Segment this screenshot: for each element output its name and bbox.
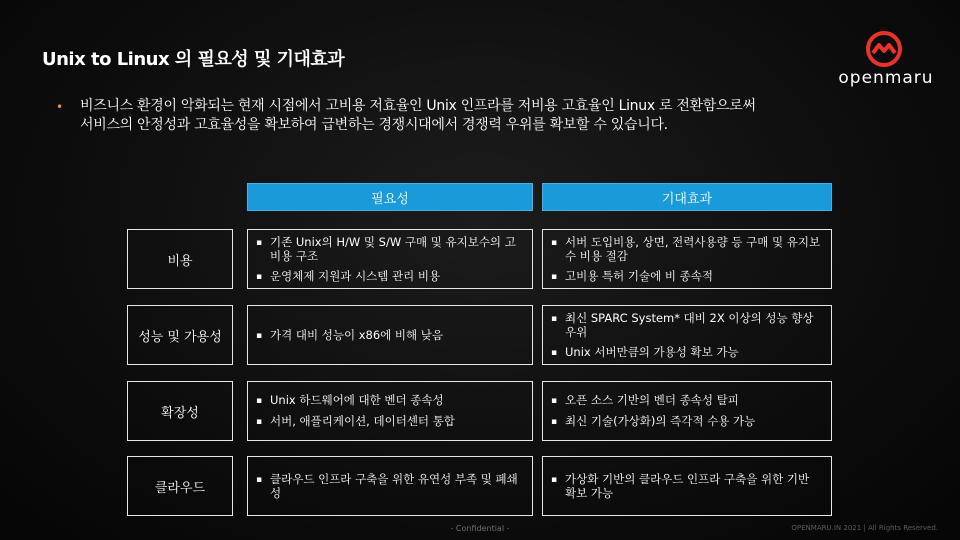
cell-performance-effect bbox=[542, 305, 832, 365]
intro-line-1: 비즈니스 환경이 악화되는 현재 시점에서 고비용 저효율인 Unix 인프라를 저비용 고효율인 Linux 로 전환함으로써 bbox=[80, 98, 756, 114]
row-label-performance: 성능 및 가용성 bbox=[127, 305, 233, 365]
row-label-cost: 비용 bbox=[127, 229, 233, 289]
cell-scalability-need bbox=[247, 381, 533, 441]
row-label-cloud: 클라우드 bbox=[127, 456, 233, 516]
list-item: ▪ 고비용 특허 기술에 비 종속적 bbox=[551, 268, 713, 283]
cell-cost-need bbox=[247, 229, 533, 289]
list-item: ▪ 최신 기술(가상화)의 즉각적 수용 가능 bbox=[551, 414, 756, 428]
list-item: ▪ 서버, 애플리케이션, 데이터센터 통합 bbox=[256, 414, 455, 428]
openmaru-logo-icon bbox=[864, 30, 904, 68]
cell-cloud-effect bbox=[542, 456, 832, 516]
header-effect: 기대효과 bbox=[542, 183, 832, 211]
list-item: ▪ 가격 대비 성능이 x86에 비해 낮음 bbox=[256, 327, 444, 342]
openmaru-logo bbox=[836, 26, 936, 92]
intro-text bbox=[80, 97, 916, 135]
page-title: Unix to Linux 의 필요성 및 기대효과 bbox=[42, 49, 345, 70]
list-item: ▪ 최신 SPARC System* 대비 2X 이상의 성능 향상 우위 bbox=[551, 310, 814, 339]
list-item: ▪ 운영체제 지원과 시스템 관리 비용 bbox=[256, 268, 441, 283]
header-need: 필요성 bbox=[247, 183, 533, 211]
list-item: ▪ 기존 Unix의 H/W 및 S/W 구매 및 유지보수의 고비용 구조 bbox=[256, 234, 516, 263]
list-item: ▪ Unix 하드웨어에 대한 벤더 종속성 bbox=[256, 393, 444, 407]
cell-cloud-need bbox=[247, 456, 533, 516]
list-item: ▪ Unix 서버만큼의 가용성 확보 가능 bbox=[551, 344, 739, 359]
list-item: ▪ 오픈 소스 기반의 벤더 종속성 탈피 bbox=[551, 393, 739, 407]
intro-paragraph bbox=[56, 97, 916, 135]
list-item: ▪ 클라우드 인프라 구축을 위한 유연성 부족 및 폐쇄성 bbox=[256, 472, 518, 500]
list-item: ▪ 가상화 기반의 클라우드 인프라 구축을 위한 기반 확보 가능 bbox=[551, 472, 810, 500]
intro-line-2: 서비스의 안정성과 고효율성을 확보하여 급변하는 경쟁시대에서 경쟁력 우위를 확보할 수 있습니다. bbox=[80, 117, 668, 133]
cell-scalability-effect bbox=[542, 381, 832, 441]
footer-confidential: - Confidential - bbox=[450, 524, 510, 533]
list-item: ▪ 서버 도입비용, 상면, 전력사용량 등 구매 및 유지보수 비용 절감 bbox=[551, 234, 821, 263]
cell-performance-need bbox=[247, 305, 533, 365]
row-label-scalability: 확장성 bbox=[127, 381, 233, 441]
bullet-icon: • bbox=[56, 100, 64, 114]
cell-cost-effect bbox=[542, 229, 832, 289]
footer-copyright: OPENMARU.IN 2021 | All Rights Reserved. bbox=[791, 524, 938, 532]
logo-wordmark: openmaru bbox=[838, 68, 934, 88]
